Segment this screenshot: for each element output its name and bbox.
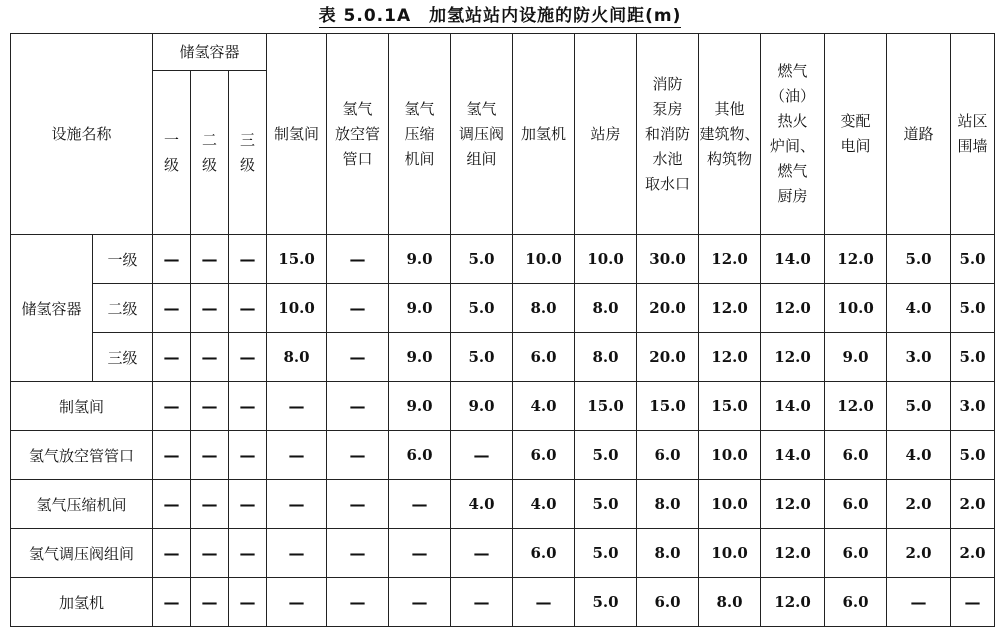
table-row [11,578,995,627]
table-cell: 5.0 [451,333,513,382]
table-cell: 9.0 [389,333,451,382]
table-cell: — [229,333,267,382]
table-row [11,431,995,480]
table-cell: 4.0 [513,480,575,529]
table-cell: 5.0 [575,578,637,627]
facility-name-header: 设施名称 [11,34,153,235]
table-cell: 8.0 [575,333,637,382]
table-cell: 5.0 [451,235,513,284]
column-header: 变配 电间 [825,34,887,235]
table-cell: — [327,578,389,627]
column-header: 加氢机 [513,34,575,235]
table-cell: — [191,235,229,284]
table-cell: 6.0 [825,529,887,578]
table-cell: 12.0 [761,578,825,627]
table-cell: — [389,578,451,627]
table-cell: 12.0 [825,382,887,431]
storage-level-header: 三 级 [229,71,267,235]
table-row [11,235,995,284]
table-row [11,529,995,578]
row-label: 制氢间 [11,382,153,431]
table-cell: — [389,529,451,578]
table-cell: 6.0 [513,431,575,480]
column-header: 氢气 调压阀 组间 [451,34,513,235]
table-cell: 12.0 [825,235,887,284]
table-cell: 4.0 [451,480,513,529]
table-cell: — [153,333,191,382]
row-label: 氢气调压阀组间 [11,529,153,578]
table-cell: 5.0 [951,431,995,480]
column-header: 燃气 （油） 热火 炉间、 燃气 厨房 [761,34,825,235]
row-label: 二级 [93,284,153,333]
table-cell: — [153,284,191,333]
table-cell: 6.0 [825,578,887,627]
table-cell: 5.0 [575,480,637,529]
table-cell: 14.0 [761,382,825,431]
table-cell: — [267,529,327,578]
table-cell: 5.0 [951,284,995,333]
table-cell: 6.0 [825,431,887,480]
table-row [11,480,995,529]
table-cell: — [451,578,513,627]
table-cell: — [513,578,575,627]
table-cell: 10.0 [267,284,327,333]
table-cell: 15.0 [575,382,637,431]
table-cell: — [451,529,513,578]
table-cell: 3.0 [887,333,951,382]
table-cell: 5.0 [951,333,995,382]
table-cell: — [229,578,267,627]
table-cell: — [229,235,267,284]
table-row [11,382,995,431]
table-cell: — [327,284,389,333]
storage-level-header: 二 级 [191,71,229,235]
table-cell: — [229,431,267,480]
table-cell: 12.0 [761,529,825,578]
table-cell: 8.0 [513,284,575,333]
table-cell: — [327,431,389,480]
table-cell: — [191,578,229,627]
table-cell: 6.0 [637,578,699,627]
table-cell: 5.0 [575,529,637,578]
table-cell: 15.0 [637,382,699,431]
table-cell: — [327,382,389,431]
table-cell: 6.0 [513,333,575,382]
column-header: 制氢间 [267,34,327,235]
table-cell: 12.0 [699,333,761,382]
table-cell: 20.0 [637,284,699,333]
table-cell: — [229,382,267,431]
table-cell: 8.0 [267,333,327,382]
table-cell: — [951,578,995,627]
table-cell: — [267,578,327,627]
table-cell: — [451,431,513,480]
column-header: 氢气 压缩 机间 [389,34,451,235]
table-cell: 14.0 [761,235,825,284]
table-cell: — [153,431,191,480]
table-body [11,235,995,627]
table-cell: 5.0 [451,284,513,333]
table-cell: 9.0 [451,382,513,431]
row-group-label: 储氢容器 [11,235,93,382]
row-label: 一级 [93,235,153,284]
table-cell: — [267,480,327,529]
table-cell: 10.0 [699,480,761,529]
table-cell: 6.0 [637,431,699,480]
table-cell: — [327,480,389,529]
table-cell: 5.0 [887,235,951,284]
table-cell: 8.0 [575,284,637,333]
table-cell: — [327,529,389,578]
table-cell: 12.0 [761,480,825,529]
table-cell: — [267,382,327,431]
table-cell: 2.0 [951,529,995,578]
table-cell: — [191,333,229,382]
table-cell: — [229,480,267,529]
table-cell: 5.0 [951,235,995,284]
column-header: 站区 围墙 [951,34,995,235]
table-cell: 12.0 [699,235,761,284]
table-cell: 4.0 [513,382,575,431]
table-cell: 2.0 [951,480,995,529]
table-cell: 8.0 [637,480,699,529]
table-cell: 2.0 [887,529,951,578]
table-cell: — [191,480,229,529]
table-cell: 2.0 [887,480,951,529]
table-cell: — [153,578,191,627]
table-cell: 6.0 [513,529,575,578]
table-cell: — [191,382,229,431]
table-cell: 20.0 [637,333,699,382]
table-cell: — [389,480,451,529]
storage-group-header: 储氢容器 [153,34,267,71]
row-label: 氢气压缩机间 [11,480,153,529]
table-cell: 10.0 [825,284,887,333]
table-cell: 10.0 [575,235,637,284]
table-cell: 10.0 [699,529,761,578]
table-cell: — [191,284,229,333]
row-label: 加氢机 [11,578,153,627]
table-row [11,284,995,333]
table-title: 表 5.0.1A 加氢站站内设施的防火间距(m) [318,6,682,26]
table-cell: — [153,529,191,578]
table-cell: 4.0 [887,284,951,333]
column-header: 道路 [887,34,951,235]
column-header: 消防 泵房 和消防 水池 取水口 [637,34,699,235]
table-cell: 5.0 [887,382,951,431]
table-cell: 12.0 [761,284,825,333]
table-cell: 15.0 [267,235,327,284]
table-cell: 14.0 [761,431,825,480]
table-cell: — [191,431,229,480]
table-cell: 6.0 [825,480,887,529]
table-cell: 10.0 [699,431,761,480]
table-cell: — [153,382,191,431]
table-cell: 5.0 [575,431,637,480]
table-cell: — [153,480,191,529]
table-cell: 9.0 [389,284,451,333]
table-cell: 6.0 [389,431,451,480]
table-cell: 9.0 [389,235,451,284]
table-cell: 8.0 [637,529,699,578]
table-cell: 3.0 [951,382,995,431]
table-cell: 9.0 [825,333,887,382]
table-cell: 10.0 [513,235,575,284]
storage-level-header: 一 级 [153,71,191,235]
row-label: 氢气放空管管口 [11,431,153,480]
table-cell: 12.0 [699,284,761,333]
column-header: 氢气 放空管 管口 [327,34,389,235]
table-row [11,333,995,382]
table-cell: 9.0 [389,382,451,431]
row-label: 三级 [93,333,153,382]
table-cell: — [327,235,389,284]
table-header [11,34,995,235]
table-cell: — [267,431,327,480]
column-header: 其他 建筑物、 构筑物 [699,34,761,235]
table-cell: 12.0 [761,333,825,382]
table-cell: — [327,333,389,382]
table-cell: — [229,284,267,333]
table-cell: 8.0 [699,578,761,627]
table-cell: — [229,529,267,578]
table-cell: — [191,529,229,578]
table-cell: 4.0 [887,431,951,480]
fire-spacing-table [10,33,995,627]
column-header: 站房 [575,34,637,235]
table-cell: — [153,235,191,284]
table-cell: 30.0 [637,235,699,284]
table-cell: 15.0 [699,382,761,431]
table-cell: — [887,578,951,627]
